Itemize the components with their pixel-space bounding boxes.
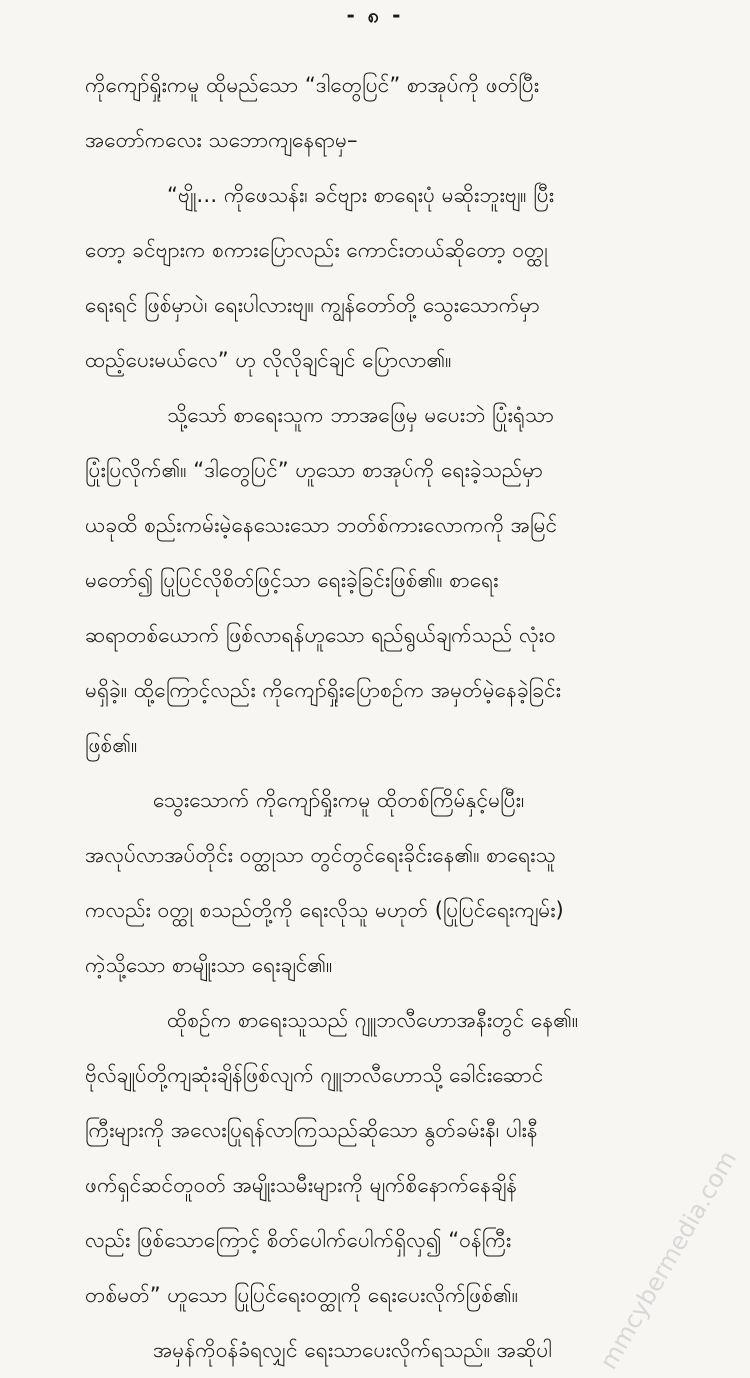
- text-line: ယခုထိ စည်းကမ်းမဲ့နေသေးသော ဘတ်စ်ကားလောကကို အမြင်: [85, 513, 558, 537]
- paragraph-5: [85, 993, 665, 1323]
- text-line: တစ်မတ်” ဟူသော ပြုပြင်ရေးဝတ္ထုကို ရေးပေးလိုက်ဖြစ်၏။: [85, 1283, 519, 1307]
- paragraph-6: [85, 1323, 665, 1378]
- text-line: ပြုံးပြလိုက်၏။ “ဒါတွေပြင်” ဟူသော စာအုပ်ကို ရေးခဲ့သည်မှာ: [85, 458, 543, 482]
- text-line: မရှိခဲ့။ ထို့ကြောင့်လည်း ကိုကျော်ရှိုးပြောစဉ်က အမှတ်မဲ့နေခဲ့ခြင်း: [85, 678, 561, 702]
- paragraph-1: [85, 58, 665, 168]
- text-line: ဖက်ရှင်ဆင်တူဝတ် အမျိုးသမီးများကို မျက်စိနောက်နေချိန်: [85, 1173, 518, 1197]
- text-line: အမှန်ကိုဝန်ခံရလျှင် ရေးသာပေးလိုက်ရသည်။ အဆိုပါ: [153, 1338, 552, 1362]
- text-line: ဆရာတစ်ယောက် ဖြစ်လာရန်ဟူသော ရည်ရွယ်ချက်သည် လုံးဝ: [85, 623, 556, 647]
- watermark: mmcybermedia.com: [594, 1146, 742, 1375]
- text-line: ကဲ့သို့သော စာမျိုးသာ ရေးချင်၏။: [85, 953, 333, 977]
- paragraph-2: [85, 168, 665, 388]
- text-line: တော့ ခင်ဗျားက စကားပြောလည်း ကောင်းတယ်ဆိုတော့ ဝတ္ထု: [85, 238, 548, 262]
- paragraph-4: [85, 773, 665, 993]
- text-line: သို့သော် စာရေးသူက ဘာအဖြေမှ မပေးဘဲ ပြုံးရုံသာ: [167, 403, 554, 427]
- text-line: အလုပ်လာအပ်တိုင်း ဝတ္ထုသာ တွင်တွင်ရေးခိုင်းနေ၏။ စာရေးသူ: [85, 843, 556, 867]
- text-line: ဗိုလ်ချုပ်တို့ကျဆုံးချိန်ဖြစ်လျက် ဂျူဘလီဟောသို့ ခေါင်းဆောင်: [85, 1063, 544, 1087]
- text-line: ထည့်ပေးမယ်လေ” ဟု လိုလိုချင်ချင် ပြောလာ၏။: [85, 348, 452, 372]
- text-line: ကြီးများကို အလေးပြုရန်လာကြသည်ဆိုသော နွတ်ခမ်းနီ၊ ပါးနီ: [85, 1118, 538, 1142]
- text-line: ကလည်း ဝတ္ထု စသည်တို့ကို ရေးလိုသူ မဟုတ် (ပြုပြင်ရေးကျမ်း): [85, 898, 564, 922]
- text-line: အတော်ကလေး သဘောကျနေရာမှ–: [85, 128, 358, 152]
- text-line: လည်း ဖြစ်သောကြောင့် စိတ်ပေါက်ပေါက်ရှိလှ၍ “ဝန်ကြီး: [85, 1228, 512, 1252]
- text-line: ကိုကျော်ရှိုးကမူ ထိုမည်သော “ဒါတွေပြင်” စာအုပ်ကို ဖတ်ပြီး: [85, 73, 540, 97]
- text-line: သွေးသောက် ကိုကျော်ရှိုးကမူ ထိုတစ်ကြိမ်နှင့်မပြီး၊: [153, 788, 525, 812]
- text-line: ရေးရင် ဖြစ်မှာပဲ၊ ရေးပါလားဗျ။ ကျွန်တော်တို့ သွေးသောက်မှာ: [85, 293, 540, 317]
- paragraph-3: [85, 388, 665, 773]
- text-line: ထိုစဉ်က စာရေးသူသည် ဂျူဘလီဟောအနီးတွင် နေ၏။: [167, 1008, 579, 1032]
- page-number: - ၈ -: [346, 3, 404, 27]
- body-text: [85, 58, 665, 1378]
- text-line: မတော်၍ ပြုပြင်လိုစိတ်ဖြင့်သာ ရေးခဲ့ခြင်းဖြစ်၏။ စာရေး: [85, 568, 499, 592]
- text-line: “ဗျို… ကိုဖေသန်း၊ ခင်ဗျား စာရေးပုံ မဆိုးဘူးဗျ။ ပြီး: [167, 183, 555, 207]
- text-line: ဖြစ်၏။: [85, 733, 138, 757]
